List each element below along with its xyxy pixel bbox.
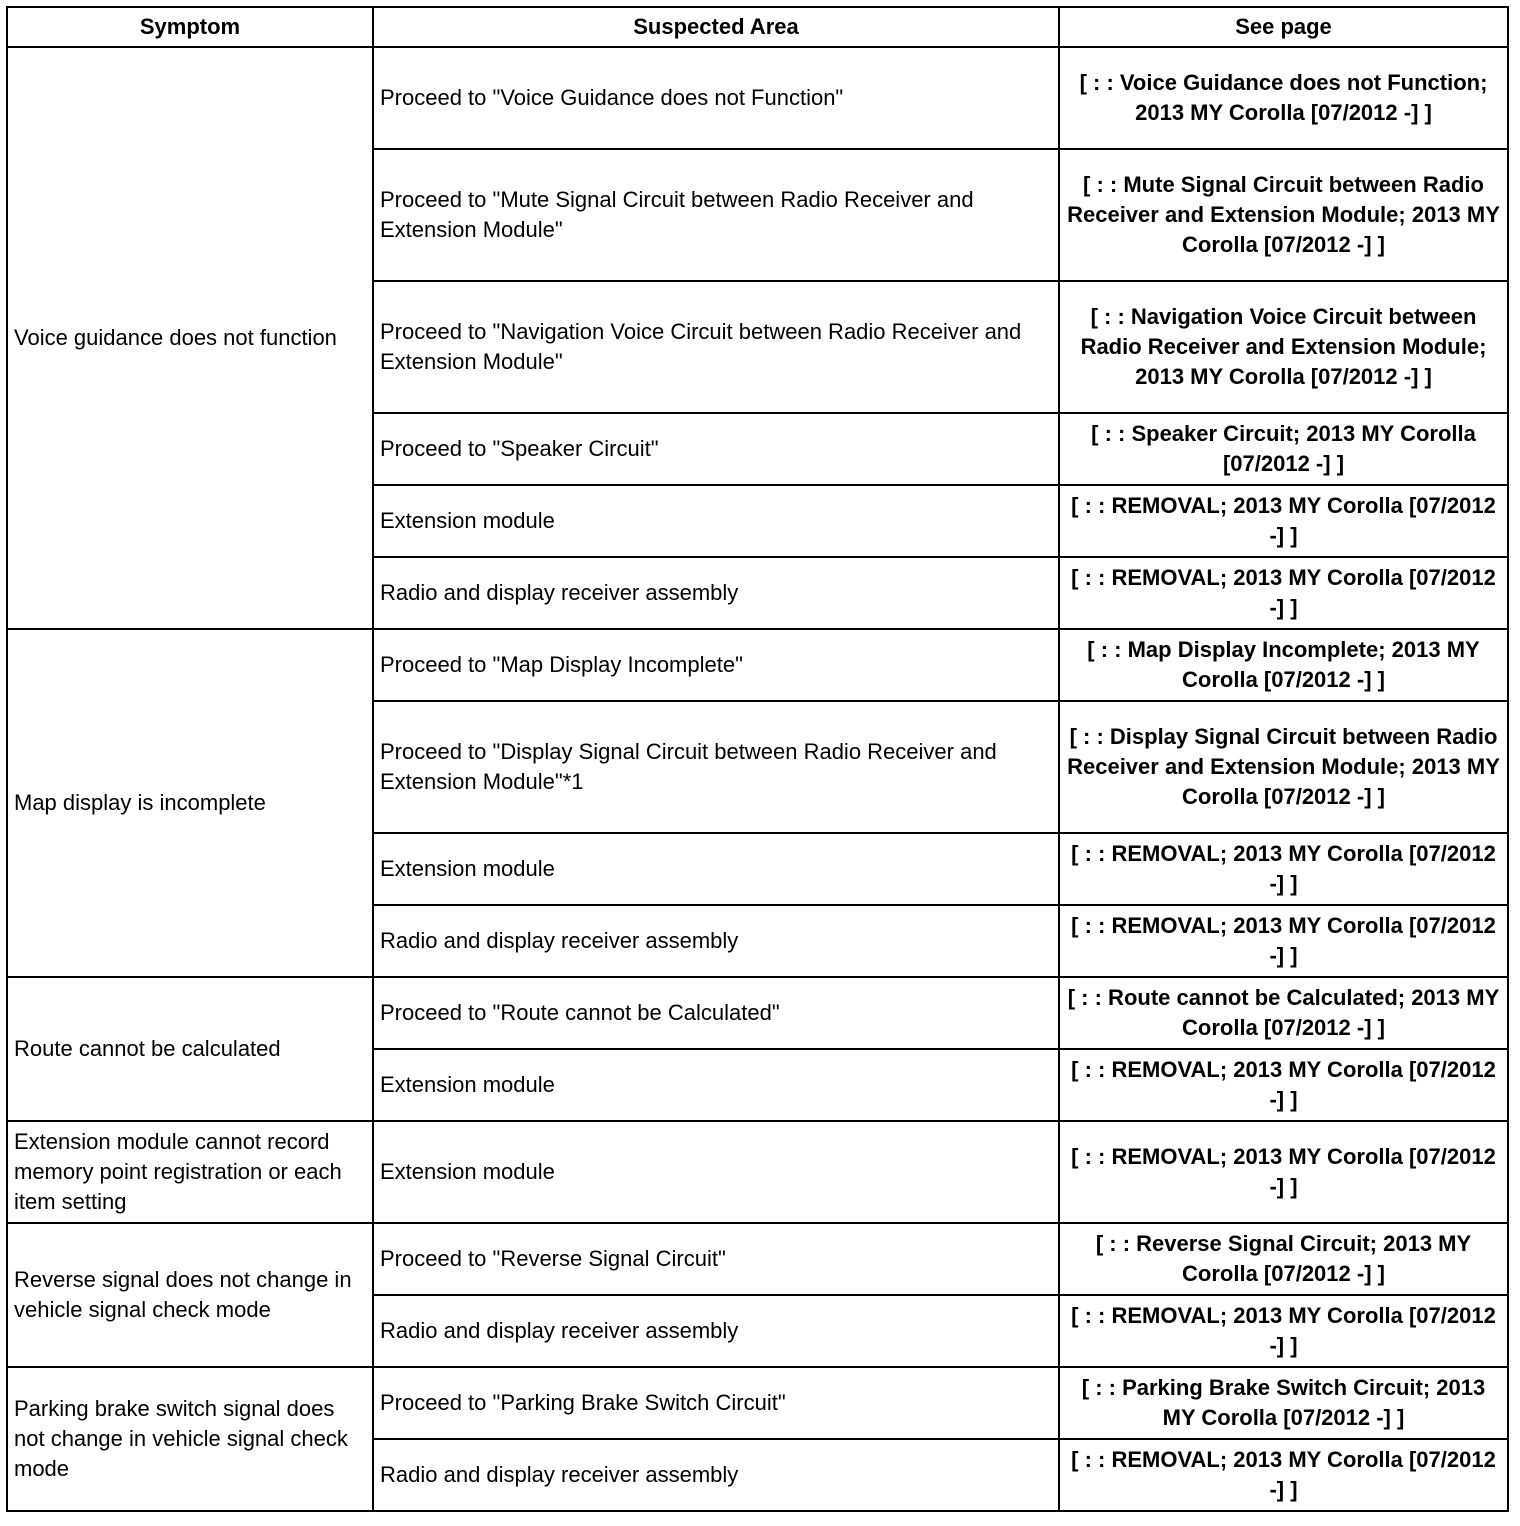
see-page-cell[interactable] [1059,557,1508,629]
suspected-area-cell: Proceed to "Route cannot be Calculated" [373,977,1059,1049]
see-page-link[interactable]: [ : : REMOVAL; 2013 MY Corolla [07/2012 -] ] [1071,913,1496,968]
see-page-link[interactable]: [ : : Mute Signal Circuit between Radio Receiver and Extension Module; 2013 MY Corolla [07/2012 -] ] [1067,172,1500,257]
suspected-area-cell: Proceed to "Mute Signal Circuit between Radio Receiver and Extension Module" [373,149,1059,281]
header-see-page: See page [1059,7,1508,47]
see-page-link[interactable]: [ : : REMOVAL; 2013 MY Corolla [07/2012 -] ] [1071,565,1496,620]
see-page-cell[interactable] [1059,1223,1508,1295]
suspected-area-cell: Extension module [373,485,1059,557]
symptom-cell: Parking brake switch signal does not change in vehicle signal check mode [7,1367,373,1511]
table-row [7,629,1508,701]
symptom-cell: Map display is incomplete [7,629,373,977]
suspected-area-cell: Proceed to "Navigation Voice Circuit between Radio Receiver and Extension Module" [373,281,1059,413]
see-page-link[interactable]: [ : : Route cannot be Calculated; 2013 MY Corolla [07/2012 -] ] [1067,985,1500,1040]
see-page-cell[interactable] [1059,281,1508,413]
symptom-table [6,6,1509,1512]
suspected-area-cell: Proceed to "Map Display Incomplete" [373,629,1059,701]
see-page-link[interactable]: [ : : REMOVAL; 2013 MY Corolla [07/2012 -] ] [1071,1144,1496,1199]
symptom-cell: Reverse signal does not change in vehicle signal check mode [7,1223,373,1367]
suspected-area-cell: Proceed to "Speaker Circuit" [373,413,1059,485]
see-page-link[interactable]: [ : : REMOVAL; 2013 MY Corolla [07/2012 -] ] [1071,1057,1496,1112]
see-page-cell[interactable] [1059,47,1508,149]
suspected-area-cell: Extension module [373,1121,1059,1223]
suspected-area-cell: Extension module [373,1049,1059,1121]
see-page-cell[interactable] [1059,905,1508,977]
see-page-cell[interactable] [1059,149,1508,281]
symptom-cell: Voice guidance does not function [7,47,373,629]
table-row [7,1121,1508,1223]
suspected-area-cell: Radio and display receiver assembly [373,1439,1059,1511]
table-row [7,1223,1508,1295]
table-row [7,47,1508,149]
see-page-link[interactable]: [ : : REMOVAL; 2013 MY Corolla [07/2012 -] ] [1071,493,1496,548]
see-page-link[interactable]: [ : : Map Display Incomplete; 2013 MY Corolla [07/2012 -] ] [1087,637,1480,692]
see-page-link[interactable]: [ : : Reverse Signal Circuit; 2013 MY Corolla [07/2012 -] ] [1095,1231,1472,1286]
suspected-area-cell: Radio and display receiver assembly [373,1295,1059,1367]
see-page-cell[interactable] [1059,833,1508,905]
see-page-cell[interactable] [1059,1439,1508,1511]
table-row [7,977,1508,1049]
see-page-cell[interactable] [1059,1121,1508,1223]
see-page-link[interactable]: [ : : Speaker Circuit; 2013 MY Corolla [07/2012 -] ] [1091,421,1476,476]
see-page-cell[interactable] [1059,977,1508,1049]
see-page-cell[interactable] [1059,701,1508,833]
see-page-link[interactable]: [ : : Display Signal Circuit between Radio Receiver and Extension Module; 2013 MY Corolla [07/2012 -] ] [1067,724,1500,809]
header-suspected-area: Suspected Area [373,7,1059,47]
suspected-area-cell: Proceed to "Display Signal Circuit between Radio Receiver and Extension Module"*1 [373,701,1059,833]
see-page-link[interactable]: [ : : REMOVAL; 2013 MY Corolla [07/2012 -] ] [1071,841,1496,896]
see-page-cell[interactable] [1059,629,1508,701]
see-page-link[interactable]: [ : : REMOVAL; 2013 MY Corolla [07/2012 -] ] [1071,1447,1496,1502]
see-page-link[interactable]: [ : : Voice Guidance does not Function; 2013 MY Corolla [07/2012 -] ] [1079,70,1488,125]
suspected-area-cell: Radio and display receiver assembly [373,905,1059,977]
suspected-area-cell: Proceed to "Voice Guidance does not Function" [373,47,1059,149]
see-page-cell[interactable] [1059,1295,1508,1367]
suspected-area-cell: Proceed to "Reverse Signal Circuit" [373,1223,1059,1295]
table-body [7,47,1508,1511]
suspected-area-cell: Radio and display receiver assembly [373,557,1059,629]
suspected-area-cell: Proceed to "Parking Brake Switch Circuit" [373,1367,1059,1439]
header-symptom: Symptom [7,7,373,47]
table-row [7,1367,1508,1439]
see-page-cell[interactable] [1059,1367,1508,1439]
suspected-area-cell: Extension module [373,833,1059,905]
see-page-link[interactable]: [ : : Navigation Voice Circuit between Radio Receiver and Extension Module; 2013 MY Corolla [07/2012 -] ] [1080,304,1487,389]
see-page-link[interactable]: [ : : Parking Brake Switch Circuit; 2013 MY Corolla [07/2012 -] ] [1081,1375,1486,1430]
see-page-cell[interactable] [1059,413,1508,485]
see-page-link[interactable]: [ : : REMOVAL; 2013 MY Corolla [07/2012 -] ] [1071,1303,1496,1358]
symptom-cell: Route cannot be calculated [7,977,373,1121]
header-row [7,7,1508,47]
symptom-cell: Extension module cannot record memory point registration or each item setting [7,1121,373,1223]
see-page-cell[interactable] [1059,485,1508,557]
see-page-cell[interactable] [1059,1049,1508,1121]
